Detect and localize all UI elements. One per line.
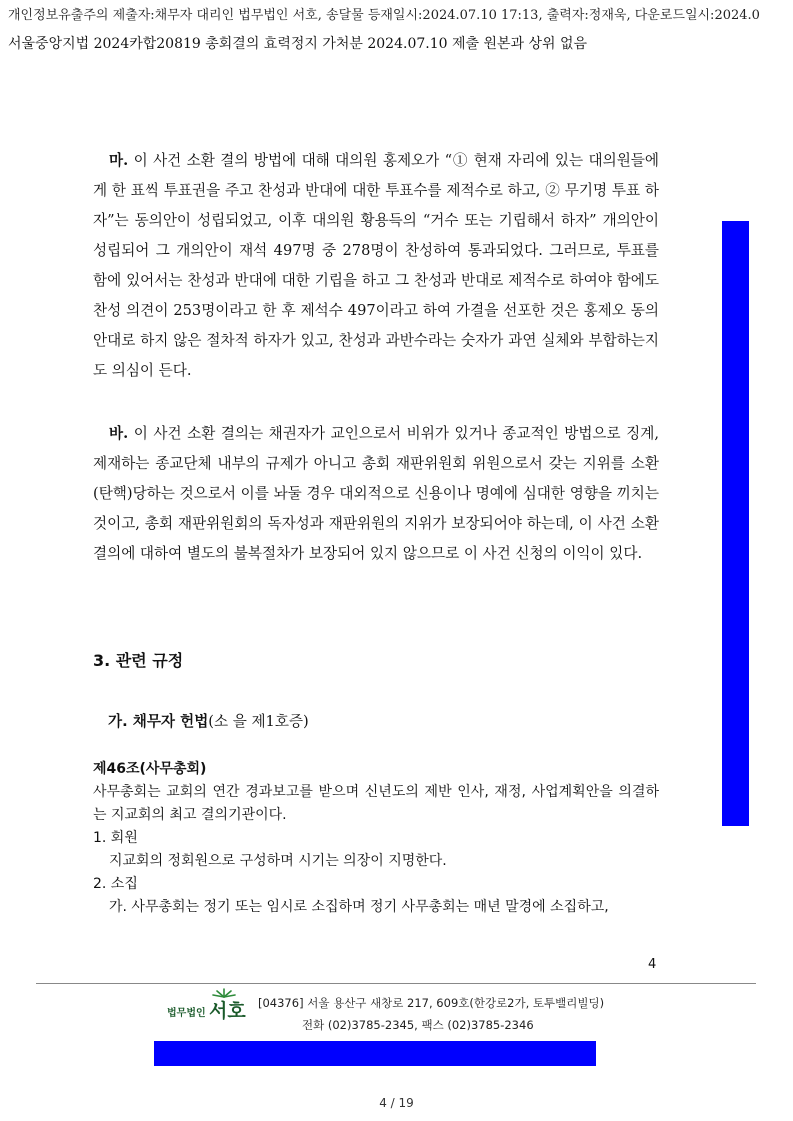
footer-phone: 전화 (02)3785-2345, 팩스 (02)3785-2346 <box>302 1018 534 1032</box>
paragraph-ma-label: 마. <box>109 152 129 169</box>
article-item-2-body: 가. 사무총회는 정기 또는 임시로 소집하며 정기 사무총회는 매년 말경에 소집하고, <box>109 899 609 915</box>
article-title: 제46조(사무총회) <box>93 761 207 777</box>
blue-side-bar <box>722 221 749 826</box>
header-line-2: 서울중앙지법 2024카합20819 총회결의 효력정지 가처분 2024.07.10 제출 원본과 상위 없음 <box>8 36 588 52</box>
subsection-title <box>108 710 309 731</box>
article-item-1-body: 지교회의 정회원으로 구성하며 시기는 의장이 지명한다. <box>109 853 447 869</box>
subsection-label: 가. 채무자 헌법 <box>108 713 209 730</box>
logo-small-text: 법무법인 <box>167 1008 206 1019</box>
footer-divider <box>36 983 756 984</box>
page-number: 4 <box>648 957 657 972</box>
footer-address: [04376] 서울 용산구 새창로 217, 609호(한강로2가, 토투밸리빌딩) <box>258 996 605 1010</box>
paragraph-ma <box>93 146 659 386</box>
logo-big-text: 서호 <box>209 1000 246 1022</box>
page-indicator: 4 / 19 <box>379 1096 414 1110</box>
paragraph-ba-label: 바. <box>109 425 129 442</box>
section-title: 3. 관련 규정 <box>93 651 184 670</box>
law-article <box>93 758 659 919</box>
header-line-1: 개인정보유출주의 제출자:채무자 대리인 법무법인 서호, 송달물 등재일시:2024.07.10 17:13, 출력자:정재욱, 다운로드일시:2024.0 <box>8 8 760 23</box>
footer-blue-band <box>154 1041 596 1066</box>
paragraph-ma-text: 이 사건 소환 결의 방법에 대해 대의원 홍제오가 “① 현재 자리에 있는 대의원들에게 한 표씩 투표권을 주고 찬성과 반대에 대한 투표수를 제적수로 하고, ② 무기명 투표 하자”는 동의안이 성립되었고, 이후 대의원 황용득의 “거수 또는 기립해서 하자” 개의안이 성립되어 그 개의안이 재석 497명 중 278명이 찬성하여 통과되었다. 그러므로, 투표를 함에 있어서는 찬성과 반대에 대한 기립을 하고 그 찬성과 반대로 제적수로 하여야 함에도 찬성 의견이 253명이라고 한 후 제석수 497이라고 하여 가결을 선포한 것은 홍제오 동의안대로 하지 않은 절차적 하자가 있고, 찬성과 과반수라는 숫자가 과연 실체와 부합하는지도 의심이 든다. <box>93 152 659 379</box>
paragraph-ba <box>93 419 659 569</box>
paragraph-ba-text: 이 사건 소환 결의는 채권자가 교인으로서 비위가 있거나 종교적인 방법으로 징계, 제재하는 종교단체 내부의 규제가 아니고 총회 재판위원회 위원으로서 갖는 지위를 소환(탄핵)당하는 것으로서 이를 놔둘 경우 대외적으로 신용이나 명예에 심대한 영향을 끼치는 것이고, 총회 재판위원회의 독자성과 재판위원의 지위가 보장되어야 하는데, 이 사건 소환 결의에 대하여 별도의 불복절차가 보장되어 있지 않으므로 이 사건 신청의 이익이 있다. <box>93 425 659 562</box>
law-firm-logo <box>167 990 252 1032</box>
article-item-1: 1. 회원 <box>93 830 138 846</box>
article-item-2: 2. 소집 <box>93 876 138 892</box>
subsection-note: (소 을 제1호증) <box>208 713 309 730</box>
article-body: 사무총회는 교회의 연간 경과보고를 받으며 신년도의 제반 인사, 재정, 사업계획안을 의결하는 지교회의 최고 결의기관이다. <box>93 784 659 823</box>
